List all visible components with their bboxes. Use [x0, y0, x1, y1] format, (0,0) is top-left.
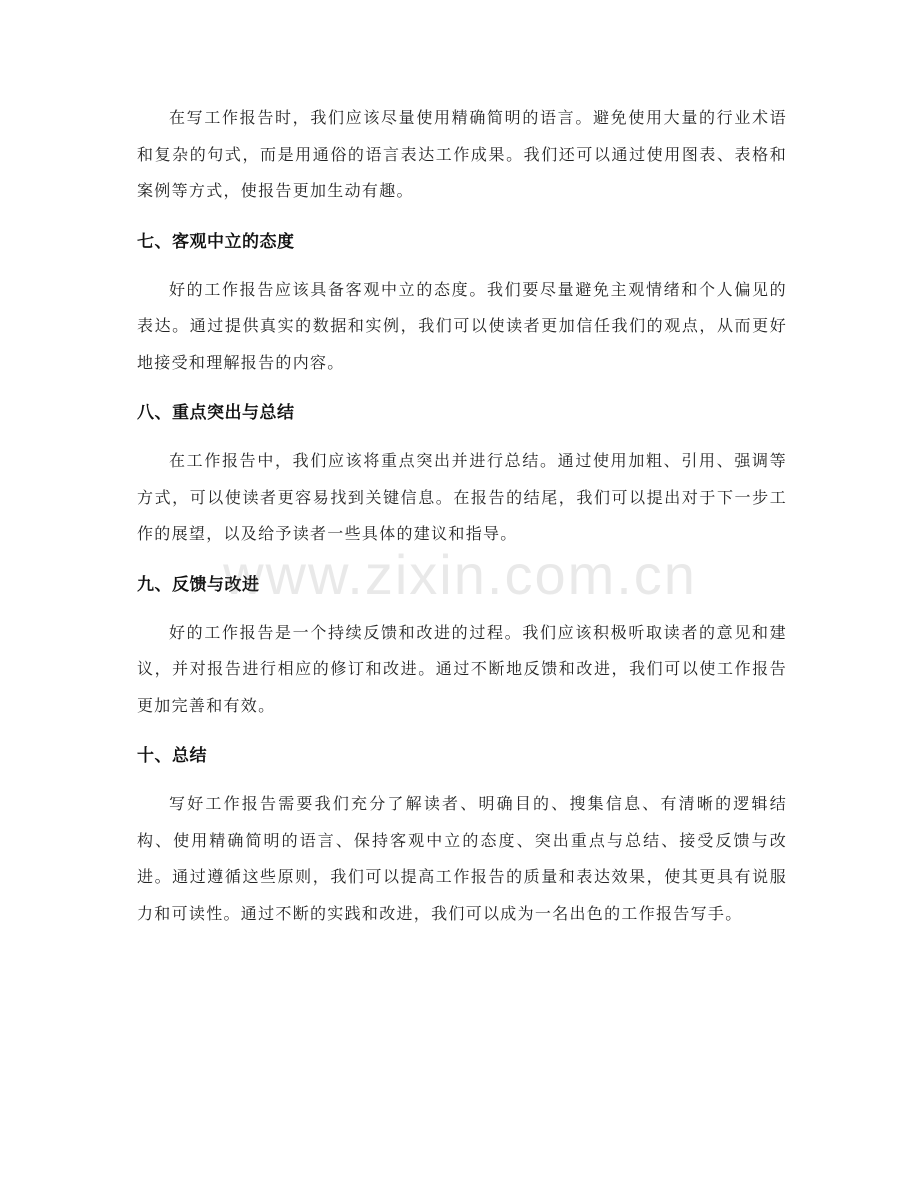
spacer — [137, 774, 787, 786]
spacer — [137, 724, 787, 738]
spacer — [137, 431, 787, 443]
paragraph-key-points: 在工作报告中，我们应该将重点突出并进行总结。通过使用加粗、引用、强调等方式，可以使读者更容易找到关键信息。在报告的结尾，我们可以提出对于下一步工作的展望，以及给予读者一些具体的建议和指导。 — [137, 451, 787, 543]
spacer — [137, 553, 787, 567]
spacer — [137, 260, 787, 272]
heading-objective-attitude: 七、客观中立的态度 — [137, 231, 295, 252]
paragraph-feedback: 好的工作报告是一个持续反馈和改进的过程。我们应该积极听取读者的意见和建议，并对报告进行相应的修订和改进。通过不断地反馈和改进，我们可以使工作报告更加完善和有效。 — [137, 622, 787, 715]
paragraph-summary: 写好工作报告需要我们充分了解读者、明确目的、搜集信息、有清晰的逻辑结构、使用精确简明的语言、保持客观中立的态度、突出重点与总结、接受反馈与改进。通过遵循这些原则，我们可以提高工作报告的质量和表达效果，使其更具有说服力和可读性。通过不断的实践和改进，我们可以成为一名出色的工作报告写手。 — [137, 794, 787, 923]
heading-feedback: 九、反馈与改进 — [137, 574, 260, 595]
document-body — [137, 100, 787, 932]
spacer — [137, 381, 787, 395]
heading-key-points: 八、重点突出与总结 — [137, 403, 295, 423]
watermark: www.zixin.com.cn — [223, 543, 697, 606]
heading-summary: 十、总结 — [137, 746, 207, 766]
spacer — [137, 603, 787, 615]
paragraph-objective-attitude: 好的工作报告应该具备客观中立的态度。我们要尽量避免主观情绪和个人偏见的表达。通过提供真实的数据和实例，我们可以使读者更加信任我们的观点，从而更好地接受和理解报告的内容。 — [137, 279, 787, 372]
paragraph-language: 在写工作报告时，我们应该尽量使用精确简明的语言。避免使用大量的行业术语和复杂的句式，而是用通俗的语言表达工作成果。我们还可以通过使用图表、表格和案例等方式，使报告更加生动有趣。 — [137, 108, 787, 200]
spacer — [137, 210, 787, 224]
